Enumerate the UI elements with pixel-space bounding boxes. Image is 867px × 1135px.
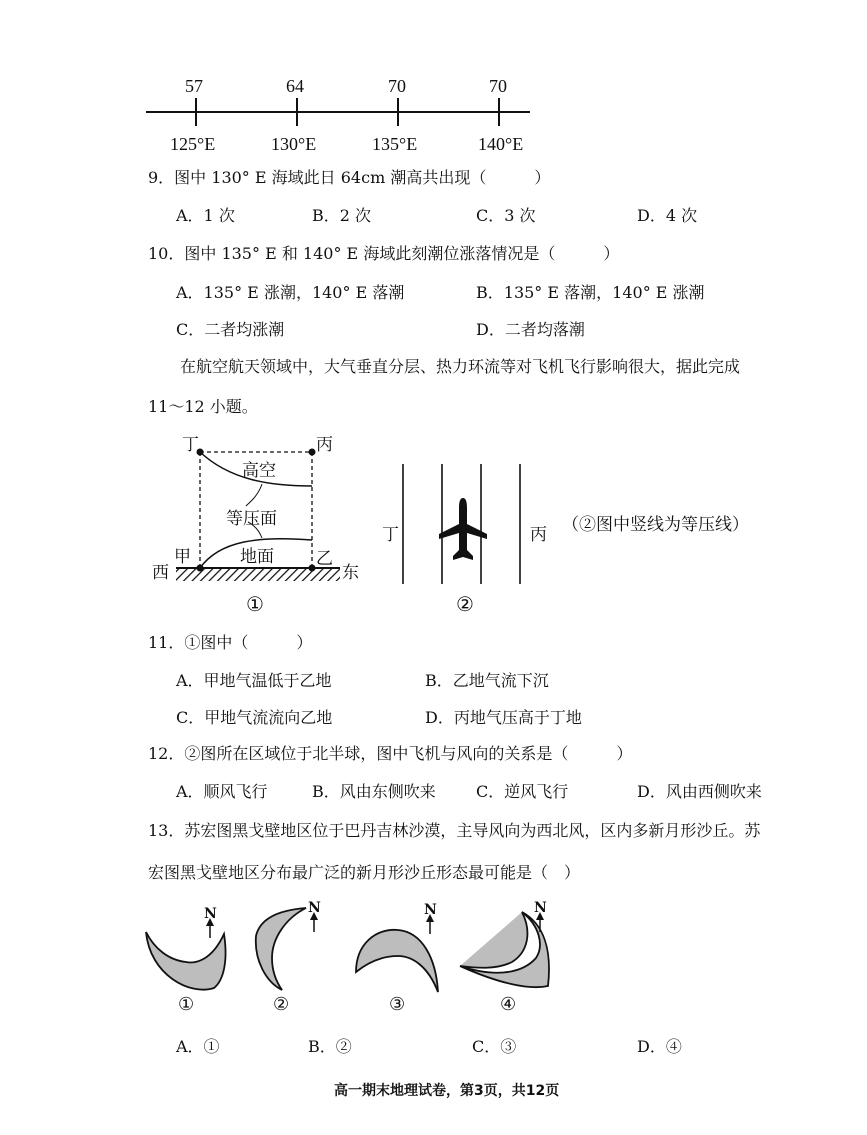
q12-option-d[interactable]: D．风由西侧吹来 xyxy=(637,782,762,801)
q12-option-b[interactable]: B．风由东侧吹来 xyxy=(312,782,436,801)
q11-stem: 11．①图中（ ） xyxy=(148,633,313,652)
intro-line-1: 在航空航天领域中，大气垂直分层、热力环流等对飞机飞行影响很大，据此完成 xyxy=(180,357,741,376)
fig2-bing-label: 丙 xyxy=(530,525,547,545)
q9-option-d[interactable]: D．4 次 xyxy=(637,206,698,225)
q10-option-d[interactable]: D．二者均落潮 xyxy=(476,320,585,339)
q9-option-b[interactable]: B．2 次 xyxy=(312,206,372,225)
q9-option-a[interactable]: A．1 次 xyxy=(176,206,235,225)
q12-stem: 12．②图所在区域位于北半球，图中飞机与风向的关系是（ ） xyxy=(148,744,633,763)
dune-1-shape xyxy=(146,932,226,990)
intro-line-2: 11～12 小题。 xyxy=(148,397,258,416)
q10-option-c[interactable]: C．二者均涨潮 xyxy=(176,320,285,339)
tide-height-70a: 70 xyxy=(388,76,406,96)
lon-125: 125°E xyxy=(170,134,216,154)
q11-option-c[interactable]: C．甲地气流流向乙地 xyxy=(176,708,333,727)
q13-stem-line-2: 宏图黑戈壁地区分布最广泛的新月形沙丘形态最可能是（ ） xyxy=(148,863,581,882)
lon-135: 135°E xyxy=(372,134,418,154)
q13-option-b[interactable]: B．② xyxy=(308,1037,352,1056)
tide-height-57: 57 xyxy=(185,76,203,96)
tide-height-70b: 70 xyxy=(489,76,507,96)
fig2-caption: ② xyxy=(456,592,474,616)
q13-option-d[interactable]: D．④ xyxy=(637,1037,682,1056)
dune-2-caption: ② xyxy=(273,994,290,1015)
fig1-west-label: 西 xyxy=(152,563,169,583)
dune-4-north-label: N xyxy=(534,900,547,916)
fig1-east-label: 东 xyxy=(342,563,359,583)
q12-option-c[interactable]: C．逆风飞行 xyxy=(476,782,569,801)
q11-option-d[interactable]: D．丙地气压高于丁地 xyxy=(425,708,582,727)
page-footer: 高一期末地理试卷，第3页，共12页 xyxy=(334,1083,560,1099)
q12-option-a[interactable]: A．顺风飞行 xyxy=(176,782,268,801)
fig1-high-altitude: 高空 xyxy=(242,461,276,481)
fig1-ding-label: 丁 xyxy=(182,435,199,455)
q9-stem: 9．图中 130° E 海域此日 64cm 潮高共出现（ ） xyxy=(148,168,551,187)
q13-option-c[interactable]: C．③ xyxy=(472,1037,517,1056)
fig1-jia-label: 甲 xyxy=(174,547,191,567)
q13-stem-line-1: 13．苏宏图黑戈壁地区位于巴丹吉林沙漠，主导风向为西北风，区内多新月形沙丘。苏 xyxy=(148,821,761,840)
lon-130: 130°E xyxy=(271,134,317,154)
dune-2-shape xyxy=(256,908,306,990)
q11-option-a[interactable]: A．甲地气温低于乙地 xyxy=(176,671,332,690)
q9-option-c[interactable]: C．3 次 xyxy=(476,206,536,225)
dune-2-north-label: N xyxy=(308,900,321,916)
dune-4-shape xyxy=(460,912,549,987)
fig1-yi-label: 乙 xyxy=(316,549,333,569)
fig2-ding-label: 丁 xyxy=(382,525,399,545)
dune-3-shape xyxy=(356,930,438,992)
fig1-ground-label: 地面 xyxy=(240,547,274,567)
q10-option-a[interactable]: A．135° E 涨潮，140° E 落潮 xyxy=(176,283,405,302)
fig2-note: （②图中竖线为等压线） xyxy=(562,515,749,535)
fig1-isobar-label: 等压面 xyxy=(226,509,277,529)
dune-3-north-label: N xyxy=(424,902,437,918)
fig1-caption: ① xyxy=(246,592,264,616)
fig1-bing-label: 丙 xyxy=(316,435,333,455)
dune-3-caption: ③ xyxy=(389,994,406,1015)
dune-1-caption: ① xyxy=(178,994,195,1015)
tide-height-64: 64 xyxy=(286,76,304,96)
q10-stem: 10．图中 135° E 和 140° E 海域此刻潮位涨落情况是（ ） xyxy=(148,244,620,263)
q13-option-a[interactable]: A．① xyxy=(176,1037,220,1056)
q11-option-b[interactable]: B．乙地气流下沉 xyxy=(425,671,549,690)
dune-4-caption: ④ xyxy=(500,994,517,1015)
q10-option-b[interactable]: B．135° E 落潮，140° E 涨潮 xyxy=(476,283,705,302)
lon-140: 140°E xyxy=(478,134,524,154)
dune-1-north-label: N xyxy=(204,906,217,922)
